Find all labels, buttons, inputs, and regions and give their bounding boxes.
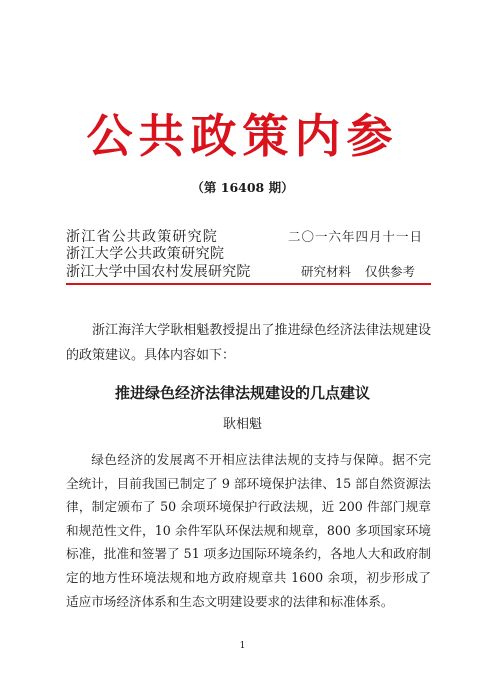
- institution-2: 浙江大学公共政策研究院: [66, 246, 225, 262]
- article-author: 耿相魁: [222, 417, 262, 432]
- publication-date: 二〇一六年四月十一日: [288, 229, 424, 244]
- institution-1: 浙江省公共政策研究院: [66, 229, 218, 245]
- body-paragraph: 绿色经济的发展离不开相应法律法规的支持与保障。据不完全统计，目前我国已制定了 9 部环境保护法律、15 部自然资源法律，制定颁布了 50 余项环境保护行政法规，近 200 件部门规章和规范性文件，10 余件军队环保法规和规章，800 多项国家环境标准，批准和签署了 51 项多边国际环境条约，各地人大和政府制定的地方性环境法规和地方政府规章共 1600 余项，初步形成了适应市场经济体系和生态文明建设要求的法律和标准体系。: [66, 452, 431, 609]
- material-note: 研究材料 仅供参考: [301, 264, 415, 279]
- publication-title: 公共政策内参: [86, 109, 399, 163]
- intro-paragraph: 浙江海洋大学耿相魁教授提出了推进绿色经济法律法规建设的政策建议。具体内容如下：: [66, 323, 431, 363]
- issue-number: （第 16408 期）: [191, 180, 294, 195]
- institution-3: 浙江大学中国农村发展研究院: [66, 264, 251, 280]
- article-title: 推进绿色经济法律法规建设的几点建议: [114, 384, 370, 402]
- header-divider: [66, 283, 431, 285]
- page-number: 1: [239, 641, 246, 651]
